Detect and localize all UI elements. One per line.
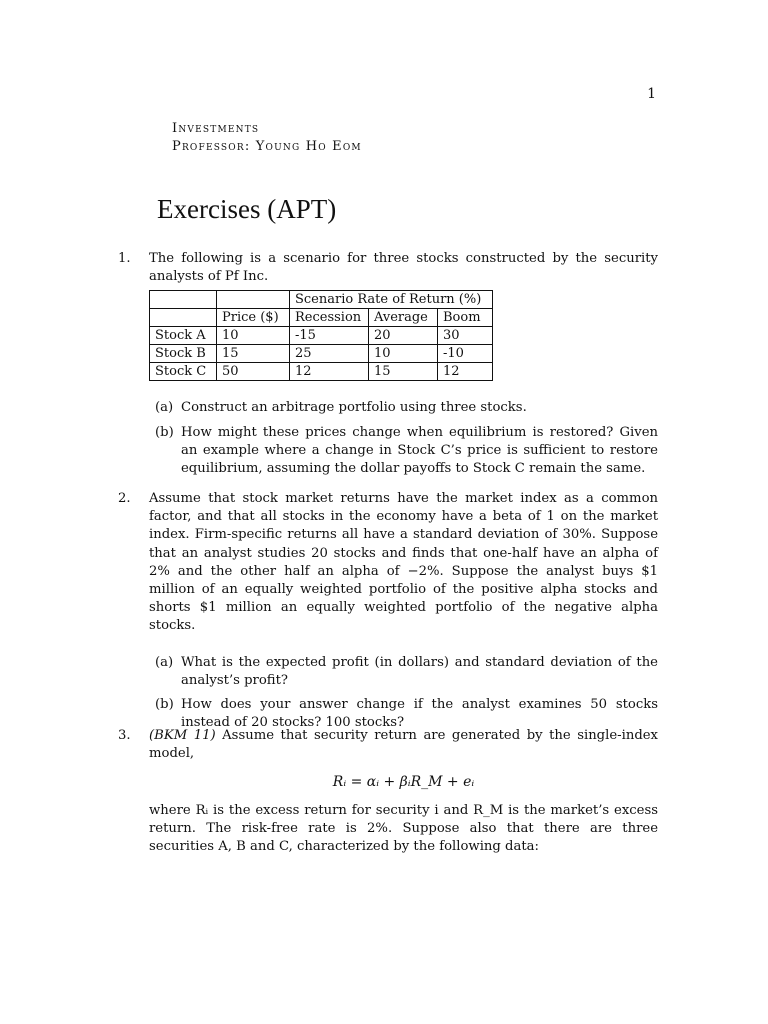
table-header-cell: Recession <box>290 309 369 327</box>
single-index-equation: Rᵢ = αᵢ + βᵢR_M + eᵢ <box>332 774 475 791</box>
table-cell: -15 <box>290 327 369 345</box>
exercise-3-intro: Assume that security return are generated by the single-index model, <box>149 728 658 762</box>
part-label: (b) <box>155 697 174 713</box>
table-cell: Stock B <box>150 345 217 363</box>
table-header-cell: Boom <box>438 309 493 327</box>
exercise-3-source: (BKM 11) <box>149 728 216 743</box>
table-header-cell <box>150 309 217 327</box>
table-header-cell: Price ($) <box>217 309 290 327</box>
part-text: Construct an arbitrage portfolio using three stocks. <box>181 400 527 416</box>
table-group-header: Scenario Rate of Return (%) <box>290 291 493 309</box>
table-cell: 10 <box>217 327 290 345</box>
table-row <box>150 327 493 345</box>
table-cell: 12 <box>438 363 493 381</box>
page-title: Exercises (APT) <box>157 194 337 224</box>
exercise-1-part-b <box>149 424 658 479</box>
table-cell: 20 <box>369 327 438 345</box>
course-name: Investments <box>172 121 260 136</box>
table-header-cell: Average <box>369 309 438 327</box>
part-label: (b) <box>155 424 174 440</box>
exercise-2-part-a <box>149 654 658 690</box>
scenario-table <box>149 290 493 381</box>
exercise-3 <box>118 727 658 856</box>
table-cell: Stock A <box>150 327 217 345</box>
exercise-1-part-a <box>149 399 658 417</box>
exercise-3-text <box>149 727 658 763</box>
table-row <box>150 291 493 309</box>
table-header-row <box>150 309 493 327</box>
exercise-2-text: Assume that stock market returns have the market index as a common factor, and that all stocks in the economy have a beta of 1 on the market index. Firm-specific returns all have a standard deviation of 30%. Suppose that an analyst studies 20 stocks and finds that one-half have an alpha of 2% and the other half an alpha of −2%. Suppose the analyst buys $1 million of an equally weighted portfolio of the positive alpha stocks and shorts $1 million an equally weighted portfolio of the negative alpha stocks. <box>149 491 658 634</box>
table-cell: 50 <box>217 363 290 381</box>
table-cell <box>217 291 290 309</box>
table-cell: -10 <box>438 345 493 363</box>
table-cell <box>150 291 217 309</box>
part-text: What is the expected profit (in dollars) and standard deviation of the analyst’s profit? <box>181 654 658 688</box>
table-row <box>150 345 493 363</box>
exercise-1 <box>118 250 658 478</box>
exercise-2 <box>118 490 658 732</box>
part-text: How might these prices change when equilibrium is restored? Given an example where a change in Stock C’s price is sufficient to restore equilibrium, assuming the dollar payoffs to Stock C remain the same. <box>181 424 658 477</box>
table-cell: 25 <box>290 345 369 363</box>
table-cell: 15 <box>369 363 438 381</box>
part-label: (a) <box>155 654 174 670</box>
exercise-3-number: 3. <box>118 728 131 743</box>
table-cell: Stock C <box>150 363 217 381</box>
table-cell: 10 <box>369 345 438 363</box>
page-number: 1 <box>647 86 656 102</box>
exercise-3-text-2: where Rᵢ is the excess return for security i and R_M is the market’s excess return. The risk-free rate is 2%. Suppose also that there are three securities A, B and C, characterized by the following data: <box>149 802 658 855</box>
exercise-2-number: 2. <box>118 491 131 506</box>
exercise-1-number: 1. <box>118 251 131 266</box>
table-row <box>150 363 493 381</box>
part-text: How does your answer change if the analyst examines 50 stocks instead of 20 stocks? 100 stocks? <box>181 697 658 731</box>
table-cell: 12 <box>290 363 369 381</box>
professor-line: Professor: Young Ho Eom <box>172 139 362 154</box>
part-label: (a) <box>155 400 174 416</box>
table-cell: 15 <box>217 345 290 363</box>
table-cell: 30 <box>438 327 493 345</box>
exercise-1-text: The following is a scenario for three stocks constructed by the security analysts of Pf Inc. <box>149 251 658 285</box>
